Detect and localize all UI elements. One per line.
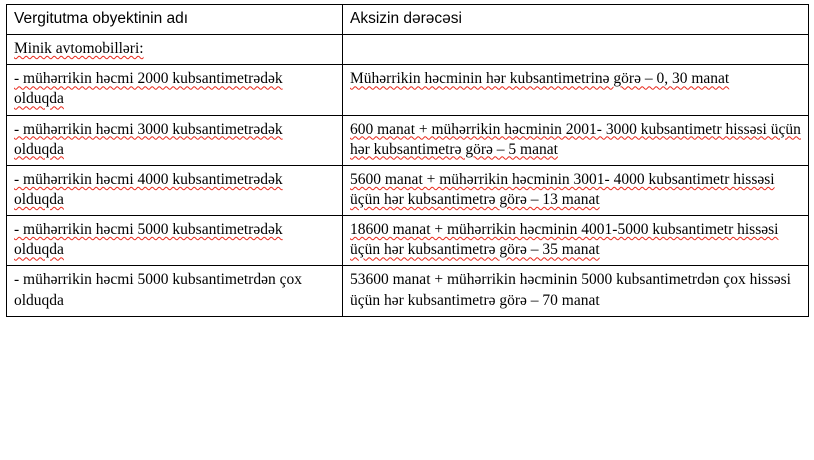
- object-text: - mühərrikin həcmi 3000 kubsantimetrədək olduqda: [14, 120, 283, 158]
- table-row: [7, 266, 809, 316]
- rate-cell: [343, 266, 809, 316]
- object-text: - mühərrikin həcmi 5000 kubsantimetrdən çox olduqda: [14, 271, 302, 309]
- object-cell: [7, 266, 343, 316]
- object-text: - mühərrikin həcmi 4000 kubsantimetrədək olduqda: [14, 170, 283, 208]
- object-text: - mühərrikin həcmi 5000 kubsantimetrədək olduqda: [14, 221, 283, 259]
- object-cell: [7, 165, 343, 215]
- object-cell: [7, 65, 343, 115]
- subheader-text: Minik avtomobilləri:: [14, 40, 144, 58]
- table-header-row: [7, 5, 809, 35]
- rate-text: Mühərrikin həcminin hər kubsantimetrinə görə – 0, 30 manat: [350, 70, 730, 88]
- rate-cell: [343, 165, 809, 215]
- rate-cell: [343, 115, 809, 165]
- table-row: [7, 65, 809, 115]
- column-header-rate: Aksizin dərəcəsi: [343, 5, 809, 35]
- table-subheader-row: [7, 35, 809, 65]
- rate-cell: [343, 216, 809, 266]
- subheader-cell: [7, 35, 343, 65]
- object-cell: [7, 216, 343, 266]
- table-row: [7, 165, 809, 215]
- table-row: [7, 115, 809, 165]
- object-text: - mühərrikin həcmi 2000 kubsantimetrədək olduqda: [14, 70, 283, 108]
- rate-text: 53600 manat + mühərrikin həcminin 5000 kubsantimetrdən çox hissəsi üçün hər kubsantimetrə görə – 70 manat: [350, 271, 791, 309]
- column-header-object: Vergitutma obyektinin adı: [7, 5, 343, 35]
- rate-text: 600 manat + mühərrikin həcminin 2001- 3000 kubsantimetr hissəsi üçün hər kubsantimetrə görə – 5 manat: [350, 120, 801, 158]
- rate-text: 5600 manat + mühərrikin həcminin 3001- 4000 kubsantimetr hissəsi üçün hər kubsantimetrə görə – 13 manat: [350, 170, 775, 208]
- table-row: [7, 216, 809, 266]
- subheader-empty-cell: [343, 35, 809, 65]
- rate-cell: [343, 65, 809, 115]
- rate-text: 18600 manat + mühərrikin həcminin 4001-5000 kubsantimetr hissəsi üçün hər kubsantimetrə görə – 35 manat: [350, 221, 779, 259]
- object-cell: [7, 115, 343, 165]
- excise-rates-table: [6, 4, 809, 317]
